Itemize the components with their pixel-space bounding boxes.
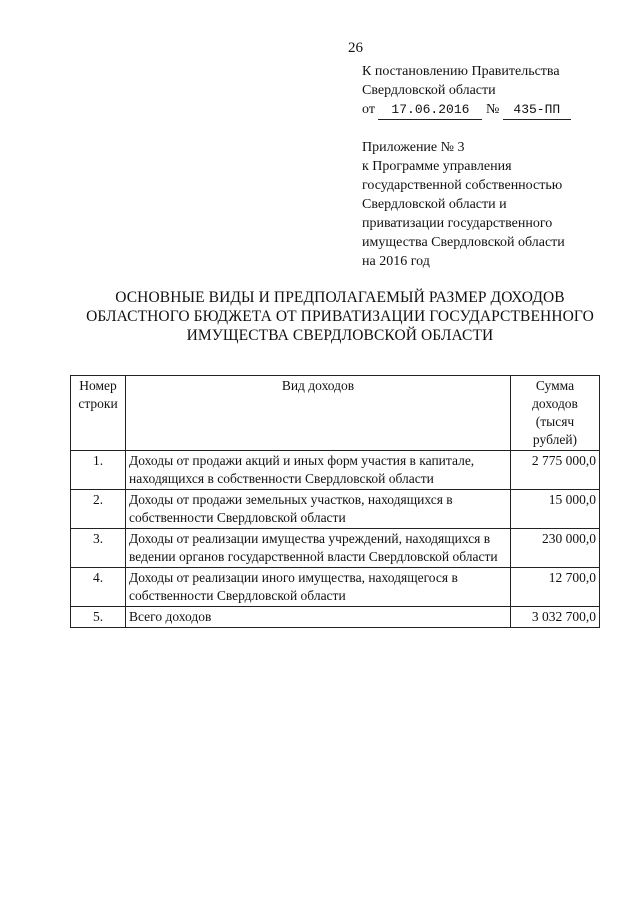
document-title — [80, 288, 600, 345]
header-row-number: Номер строки — [71, 376, 126, 451]
table-header-row — [71, 376, 600, 451]
appendix-line: имущества Свердловской области — [362, 235, 565, 250]
table-row — [71, 490, 600, 529]
appendix-line: приватизации государственного — [362, 216, 553, 231]
row-income-type: Доходы от реализации иного имущества, находящегося в собственности Свердловской области — [126, 568, 511, 607]
row-income-sum: 230 000,0 — [511, 529, 600, 568]
appendix-reference — [362, 138, 622, 271]
resolution-date: 17.06.2016 — [378, 100, 482, 120]
income-table — [70, 375, 600, 628]
appendix-line: Свердловской области и — [362, 197, 507, 212]
header-income-sum: Сумма доходов (тысяч рублей) — [511, 376, 600, 451]
table-row-total — [71, 607, 600, 628]
page-number: 26 — [348, 40, 363, 56]
resolution-reference — [362, 62, 622, 120]
title-line: ОСНОВНЫЕ ВИДЫ И ПРЕДПОЛАГАЕМЫЙ РАЗМЕР ДОХОДОВ — [115, 289, 565, 306]
row-number: 3. — [71, 529, 126, 568]
title-line: ИМУЩЕСТВА СВЕРДЛОВСКОЙ ОБЛАСТИ — [186, 327, 494, 344]
appendix-line: на 2016 год — [362, 254, 430, 269]
table-row — [71, 529, 600, 568]
row-income-sum: 15 000,0 — [511, 490, 600, 529]
table-row — [71, 568, 600, 607]
row-number: 1. — [71, 451, 126, 490]
row-number: 4. — [71, 568, 126, 607]
resolution-number: 435-ПП — [503, 100, 571, 120]
row-income-sum: 3 032 700,0 — [511, 607, 600, 628]
row-number: 2. — [71, 490, 126, 529]
row-number: 5. — [71, 607, 126, 628]
row-income-sum: 12 700,0 — [511, 568, 600, 607]
resolution-date-line — [362, 100, 622, 120]
row-income-sum: 2 775 000,0 — [511, 451, 600, 490]
number-prefix: № — [485, 102, 500, 117]
row-income-type: Доходы от продажи акций и иных форм участия в капитале, находящихся в собственности Свердловской области — [126, 451, 511, 490]
resolution-line-1: К постановлению Правительства — [362, 64, 560, 79]
appendix-line: государственной собственностью — [362, 178, 563, 193]
resolution-line-2: Свердловской области — [362, 83, 496, 98]
header-income-type: Вид доходов — [126, 376, 511, 451]
title-line: ОБЛАСТНОГО БЮДЖЕТА ОТ ПРИВАТИЗАЦИИ ГОСУДАРСТВЕННОГО — [86, 308, 594, 325]
row-income-type: Всего доходов — [126, 607, 511, 628]
row-income-type: Доходы от реализации имущества учреждений, находящихся в ведении органов государственной власти Свердловской области — [126, 529, 511, 568]
row-income-type: Доходы от продажи земельных участков, находящихся в собственности Свердловской области — [126, 490, 511, 529]
appendix-line: к Программе управления — [362, 159, 512, 174]
date-prefix: от — [362, 102, 375, 117]
appendix-line: Приложение № 3 — [362, 140, 465, 155]
table-row — [71, 451, 600, 490]
